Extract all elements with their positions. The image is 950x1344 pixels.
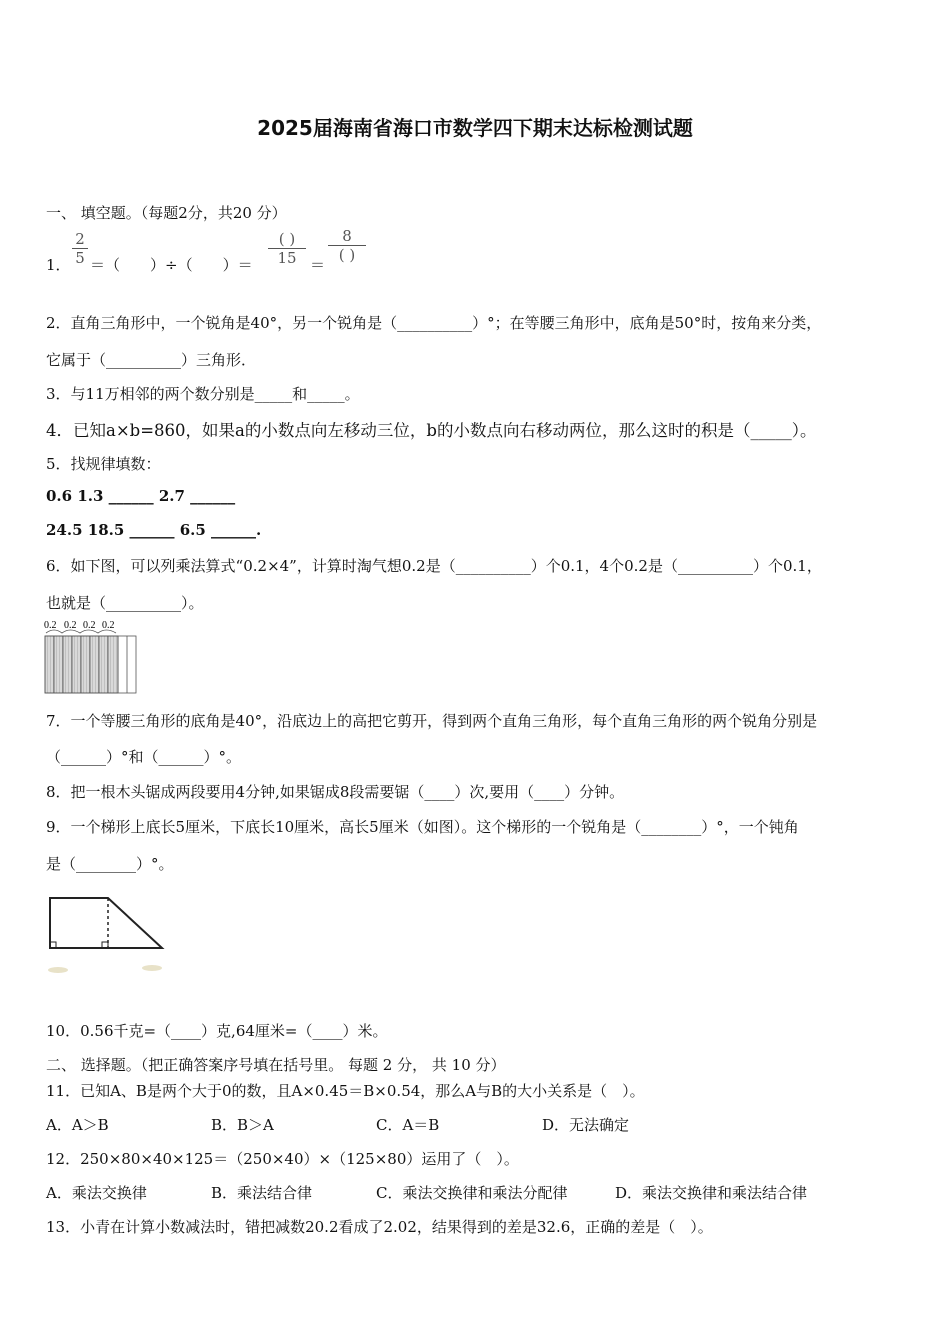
q6-label-4: 0.2 xyxy=(102,620,115,631)
question-2-line-2: 它属于（__________）三角形． xyxy=(46,351,257,369)
q1-frac-a-denominator: 5 xyxy=(72,248,88,267)
q12-option-b[interactable]: B．乘法结合律 xyxy=(211,1184,313,1202)
q1-number: 1． xyxy=(46,256,71,274)
question-2-line-1: 2．直角三角形中，一个锐角是40°，另一个锐角是（__________）°；在等腰三角形中，底角是50°时，按角来分类， xyxy=(46,314,822,332)
q6-shaded-area xyxy=(45,636,118,693)
q1-frac-b-numerator: ( ) xyxy=(278,230,296,248)
question-13: 13．小青在计算小数减法时，错把减数20.2看成了2.02，结果得到的差是32.6，正确的差是（ ）。 xyxy=(46,1218,713,1236)
q11-option-a[interactable]: A．A＞B xyxy=(46,1116,109,1134)
question-12: 12．250×80×40×125＝（250×40）×（125×80）运用了（ ）。 xyxy=(46,1150,519,1168)
section-2-heading: 二、 选择题。（把正确答案序号填在括号里。 每题 2 分， 共 10 分） xyxy=(46,1056,506,1074)
q11-option-d[interactable]: D．无法确定 xyxy=(542,1116,630,1134)
question-5-row-2: 24.5 18.5 ______ 6.5 ______. xyxy=(46,521,262,539)
page-title: 2025届海南省海口市数学四下期末达标检测试题 xyxy=(257,116,693,140)
q9-trapezoid-figure xyxy=(44,890,170,980)
q6-label-3: 0.2 xyxy=(83,620,96,631)
question-5: 5．找规律填数： xyxy=(46,455,161,473)
question-9-line-1: 9．一个梯形上底长5厘米，下底长10厘米，高长5厘米（如图）。这个梯形的一个锐角是（________）°，一个钝角 xyxy=(46,818,799,836)
q1-frac-a-numerator: 2 xyxy=(75,230,85,248)
q1-frac-c-numerator: 8 xyxy=(342,227,352,245)
q6-label-2: 0.2 xyxy=(64,620,77,631)
q12-option-c[interactable]: C．乘法交换律和乘法分配律 xyxy=(376,1184,568,1202)
q1-frac-b-denominator: 15 xyxy=(268,248,306,267)
q1-fraction-c xyxy=(328,227,366,264)
question-6-line-1: 6．如下图，可以列乘法算式“0.2×4”，计算时淘气想0.2是（__________）个0.1，4个0.2是（__________）个0.1， xyxy=(46,557,822,575)
question-3: 3．与11万相邻的两个数分别是_____和_____。 xyxy=(46,385,360,403)
question-9-line-2: 是（________）°。 xyxy=(46,855,174,873)
question-8: 8．把一根木头锯成两段要用4分钟,如果锯成8段需要锯（____）次,要用（____）分钟。 xyxy=(46,783,625,801)
q11-option-c[interactable]: C．A＝B xyxy=(376,1116,440,1134)
q12-option-a[interactable]: A．乘法交换律 xyxy=(46,1184,147,1202)
question-7-line-1: 7．一个等腰三角形的底角是40°，沿底边上的高把它剪开，得到两个直角三角形，每个直角三角形的两个锐角分别是 xyxy=(46,712,818,730)
question-10: 10．0.56千克=（____）克,64厘米=（____）米。 xyxy=(46,1022,388,1040)
q1-fraction-b xyxy=(268,230,306,267)
question-6-line-2: 也就是（__________）。 xyxy=(46,594,204,612)
section-1-heading: 一、 填空题。（每题2分，共20 分） xyxy=(46,204,287,222)
q6-label-1: 0.2 xyxy=(44,620,57,631)
q1-equals: ＝ xyxy=(310,256,326,274)
question-5-row-1: 0.6 1.3 ______ 2.7 ______ xyxy=(46,487,236,505)
q1-frac-c-denominator: ( ) xyxy=(328,245,366,264)
question-7-line-2: （______）°和（______）°。 xyxy=(46,748,242,766)
q12-option-d[interactable]: D．乘法交换律和乘法结合律 xyxy=(615,1184,808,1202)
q6-decimal-bar-figure xyxy=(44,616,140,696)
question-4: 4．已知a×b=860，如果a的小数点向左移动三位，b的小数点向右移动两位，那么这时的积是（_____）。 xyxy=(46,421,817,440)
q1-fraction-a xyxy=(72,230,88,267)
q11-option-b[interactable]: B．B＞A xyxy=(211,1116,274,1134)
q1-middle: ＝（ ）÷（ ）＝ xyxy=(90,256,253,274)
question-11: 11．已知A、B是两个大于0的数，且A×0.45＝B×0.54，那么A与B的大小关系是（ ）。 xyxy=(46,1082,645,1100)
